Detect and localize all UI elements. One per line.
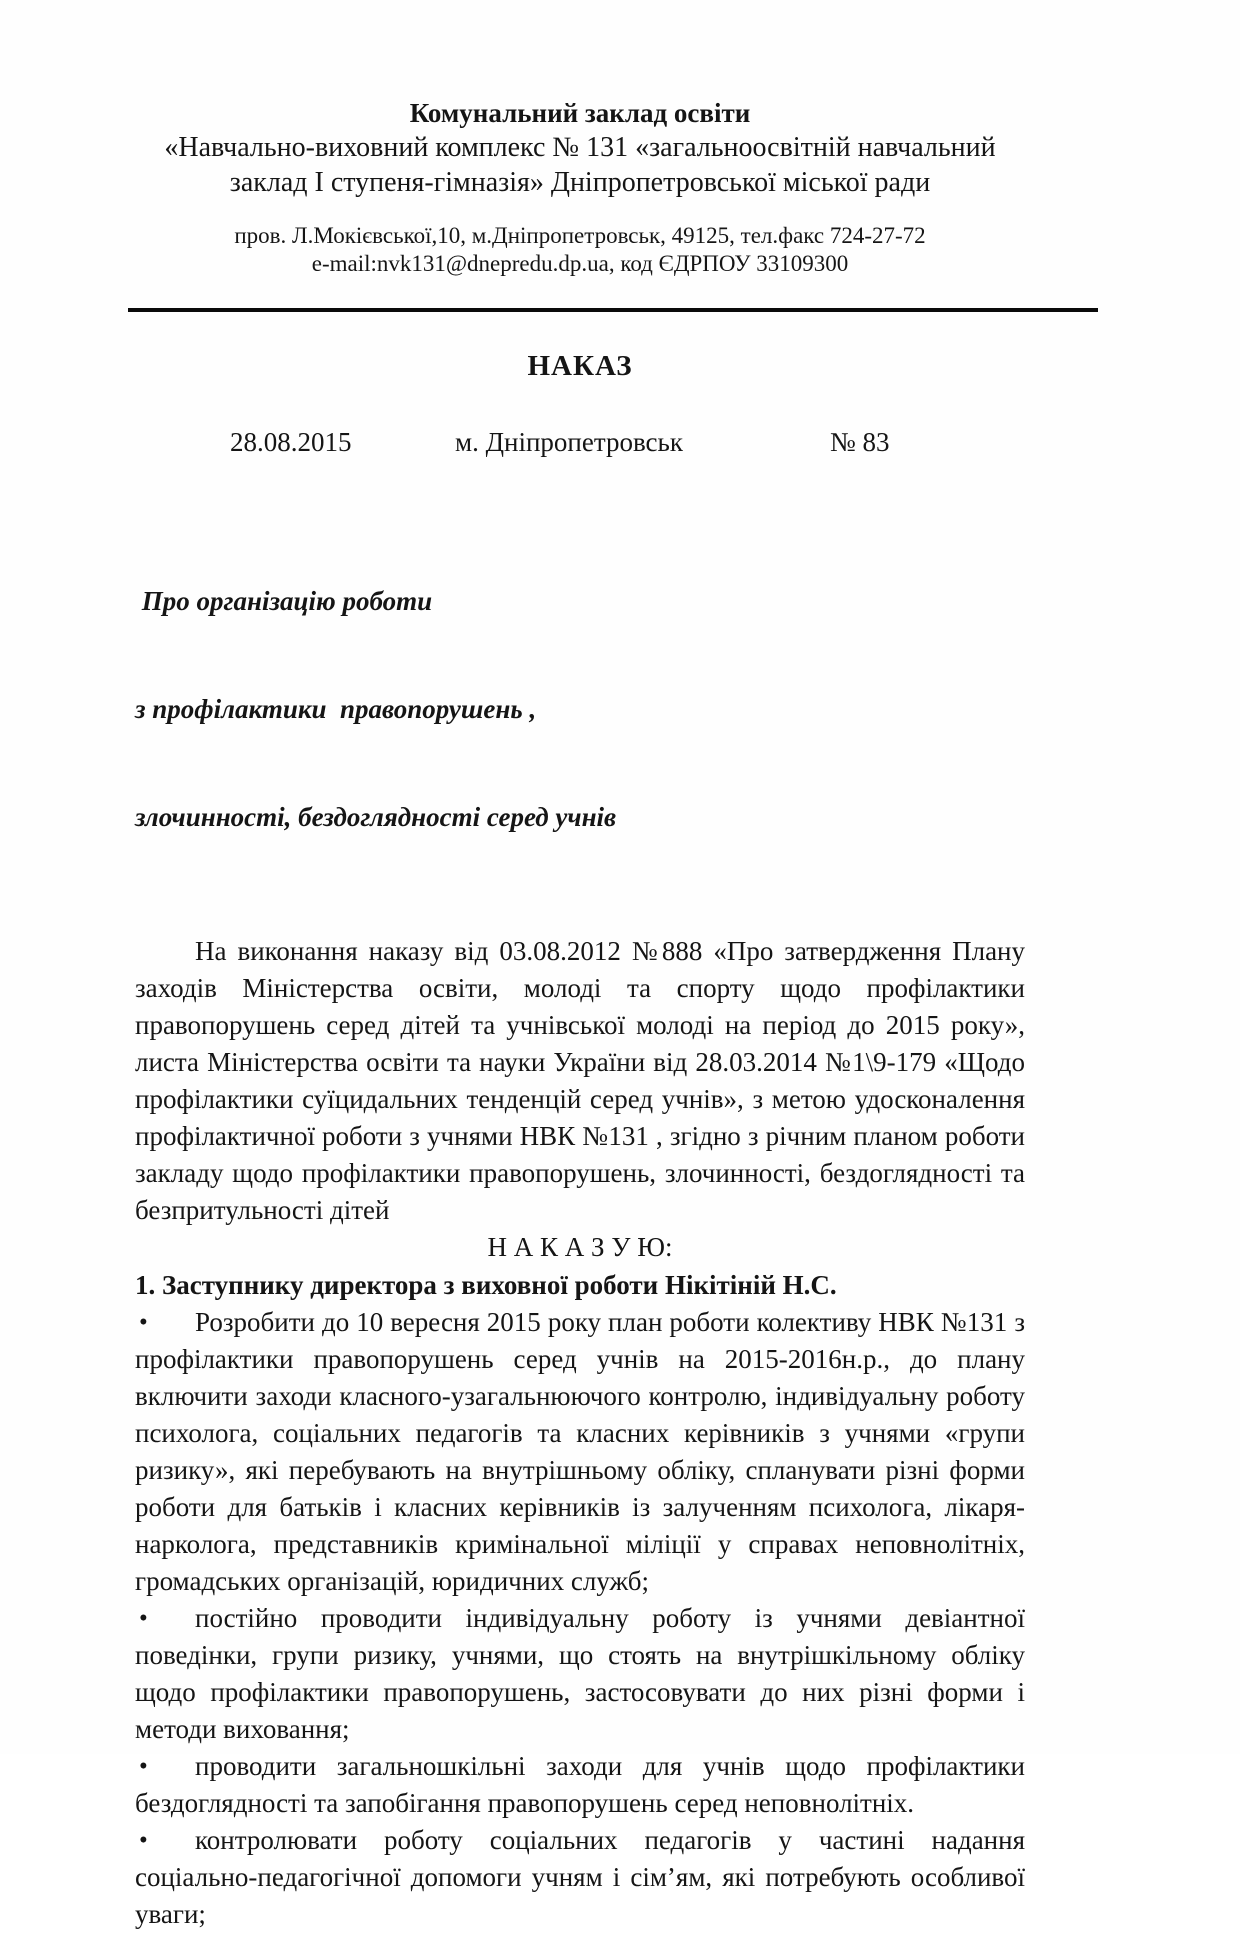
- bullet-1-text: Розробити до 10 вересня 2015 року план роботи колективу НВК №131 з профілактики правопорушень серед учнів на 2015-2016н.р., до плану включити заходи класного-узагальнюючого контролю, індивідуальну роботу психолога, соціальних педагогів та класних керівників з учнями «групи ризику», які перебувають на внутрішньому обліку, спланувати різні форми роботи для батьків і класних керівників із залученням психолога, лікаря-нарколога, представників кримінальної міліції у справах неповнолітніх, громадських організацій, юридичних служб;: [135, 1307, 1025, 1596]
- order-number: № 83: [830, 427, 890, 457]
- order-bullet-4: [135, 1822, 1025, 1933]
- bullet-marker-icon: •: [139, 1605, 148, 1632]
- order-bullet-2: [135, 1600, 1025, 1748]
- order-preamble: На виконання наказу від 03.08.2012 №888 «Про затвердження Плану заходів Міністерства освіти, молоді та спорту щодо профілактики правопорушень серед дітей та учнівської молоді на період до 2015 року», листа Міністерства освіти та науки України від 28.03.2014 №1\9-179 «Щодо профілактики суїцидальних тенденцій серед учнів», з метою удосконалення профілактичної роботи з учнями НВК №131 , згідно з річним планом роботи закладу щодо профілактики правопорушень, злочинності, бездоглядності та безпритульності дітей: [135, 936, 1025, 1225]
- order-city: м. Дніпропетровськ: [455, 427, 683, 457]
- order-bullet-1: [135, 1304, 1025, 1600]
- subject-line-3: злочинності, бездоглядності серед учнів: [135, 802, 617, 832]
- subject-line-2: з профілактики правопорушень ,: [135, 694, 537, 724]
- section-1-heading: 1. Заступнику директора з виховної роботи Нікітіній Н.С.: [135, 1270, 837, 1300]
- header-divider: [128, 308, 1098, 312]
- document-title: НАКАЗ: [527, 350, 633, 382]
- org-name: Комунальний заклад освіти: [409, 98, 751, 128]
- bullet-marker-icon: •: [139, 1753, 148, 1780]
- order-word: Н А К А З У Ю:: [487, 1232, 673, 1262]
- org-subtitle-line-2: заклад І ступеня-гімназія» Дніпропетровської міської ради: [229, 167, 931, 198]
- bullet-4-text: контролювати роботу соціальних педагогів у частині надання соціально-педагогічної допомоги учням і сім’ям, які потребують особливої уваги;: [135, 1825, 1025, 1929]
- order-bullet-3: [135, 1748, 1025, 1822]
- subject-line-1: Про організацію роботи: [135, 586, 433, 616]
- bullet-marker-icon: •: [139, 1309, 148, 1336]
- order-date: 28.08.2015: [230, 427, 352, 457]
- document-content: [135, 96, 1025, 1933]
- bullet-3-text: проводити загальношкільні заходи для учнів щодо профілактики бездоглядності та запобігання правопорушень серед неповнолітніх.: [135, 1751, 1025, 1818]
- org-subtitle: [135, 130, 1025, 200]
- bullet-marker-icon: •: [139, 1827, 148, 1854]
- order-subject: [135, 511, 1025, 907]
- bullet-2-text: постійно проводити індивідуальну роботу із учнями девіантної поведінки, групи ризику, учнями, що стоять на внутрішкільному обліку щодо профілактики правопорушень, застосовувати до них різні форми і методи виховання;: [135, 1603, 1025, 1744]
- org-email-line: e-mail:nvk131@dnepredu.dp.ua, код ЄДРПОУ 33109300: [311, 251, 849, 276]
- order-meta-row: [135, 427, 1025, 465]
- org-contacts: [135, 222, 1025, 278]
- org-address-line: пров. Л.Мокієвської,10, м.Дніпропетровськ, 49125, тел.факс 724-27-72: [234, 223, 926, 248]
- org-subtitle-line-1: «Навчально-виховний комплекс № 131 «загальноосвітній навчальний: [164, 132, 996, 163]
